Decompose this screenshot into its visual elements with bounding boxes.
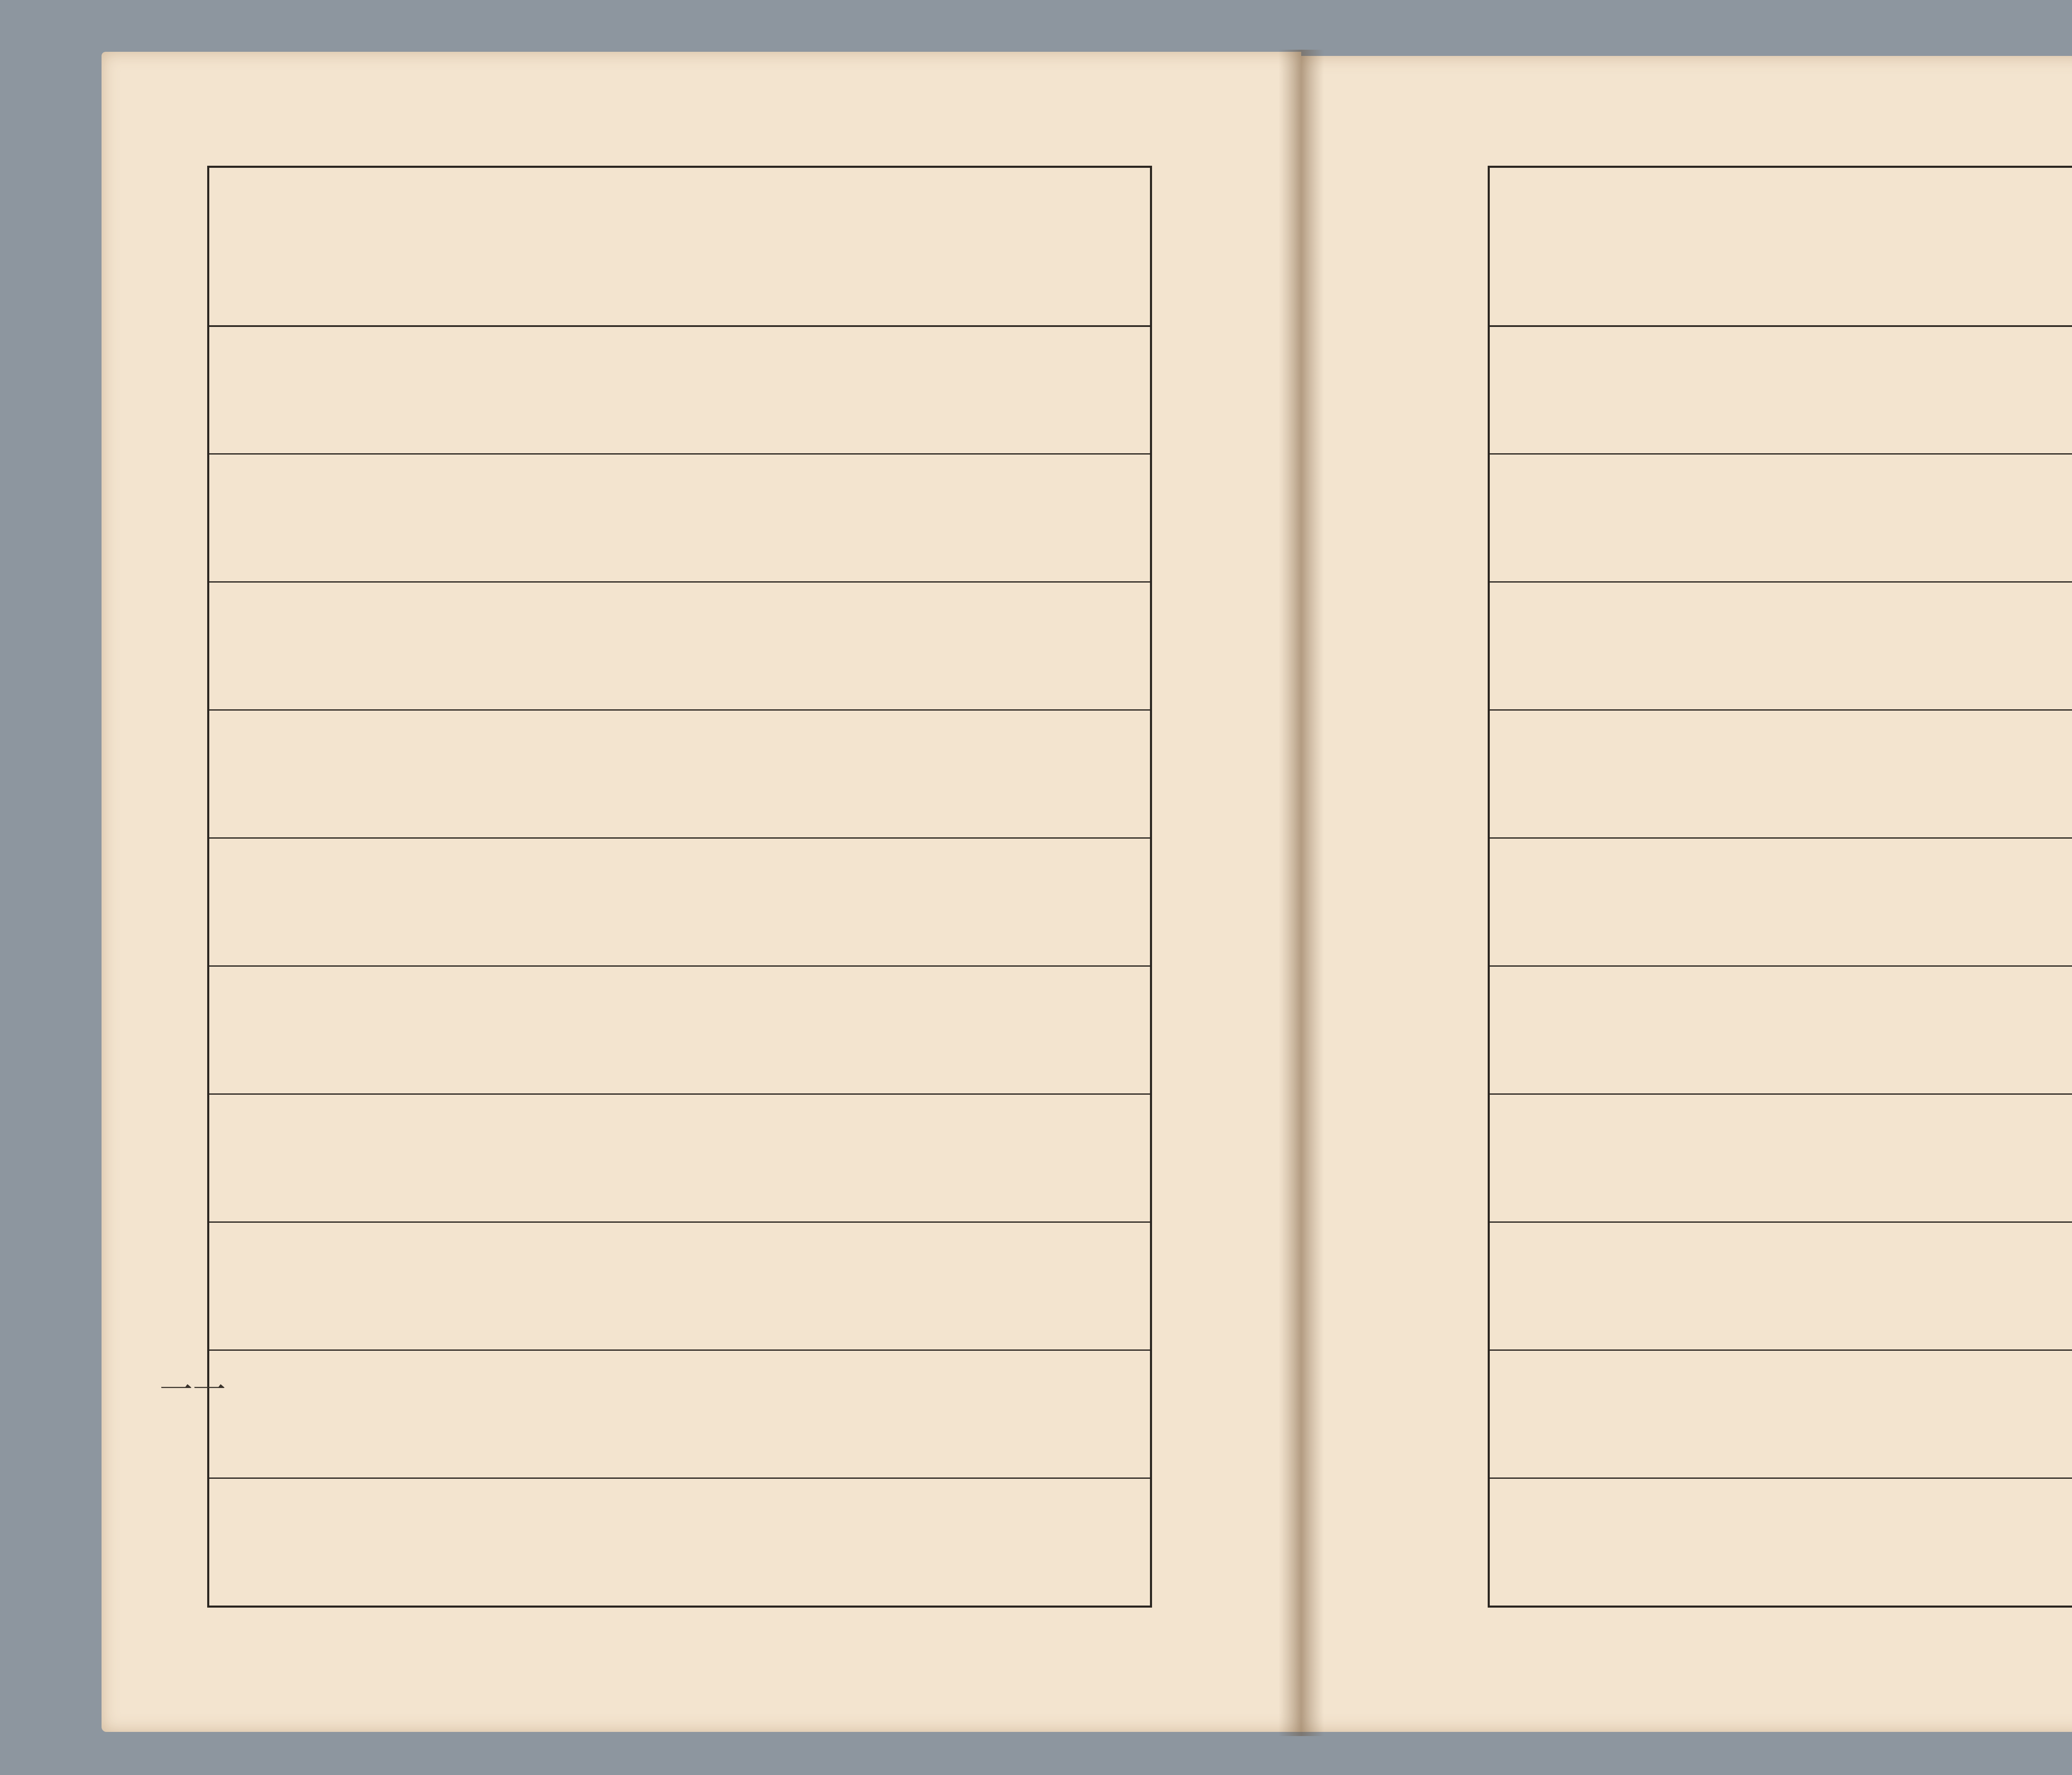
right-table [1488, 166, 2072, 1608]
left-column-header [564, 176, 632, 321]
right-column-header [1602, 176, 1681, 321]
left-column-header [479, 176, 547, 321]
right-column-header [1504, 176, 1583, 321]
left-column-header [307, 176, 376, 321]
row-rule [1490, 965, 2072, 967]
book-gutter [1278, 50, 1324, 1736]
row-rule [1490, 1349, 2072, 1351]
row-rule [209, 1349, 1150, 1351]
right-column-header [1994, 176, 2072, 321]
right-column-header [1798, 176, 1876, 321]
row-rule [209, 837, 1150, 839]
header-rule [209, 325, 1150, 327]
right-column-header [1700, 176, 1779, 321]
row-rule [1490, 453, 2072, 455]
left-column-header [1077, 176, 1146, 321]
row-rule [1490, 1093, 2072, 1095]
row-rule [209, 1221, 1150, 1223]
row-rule [209, 581, 1150, 583]
row-rule [1490, 581, 2072, 583]
left-column-header [735, 176, 804, 321]
row-rule [1490, 837, 2072, 839]
left-column-header [650, 176, 718, 321]
row-rule [209, 709, 1150, 711]
left-page-number: 一一 [160, 1371, 226, 1409]
left-column-header [992, 176, 1060, 321]
row-rule [209, 965, 1150, 967]
row-rule [1490, 709, 2072, 711]
row-rule [1490, 1221, 2072, 1223]
row-rule [1490, 1478, 2072, 1479]
row-rule [209, 453, 1150, 455]
header-rule [1490, 325, 2072, 327]
left-column-header [222, 176, 290, 321]
left-column-header [393, 176, 462, 321]
left-table [207, 166, 1152, 1608]
row-rule [209, 1478, 1150, 1479]
right-column-header [1896, 201, 1974, 346]
row-rule [209, 1093, 1150, 1095]
left-column-header [906, 176, 975, 321]
left-column-header [821, 176, 889, 321]
